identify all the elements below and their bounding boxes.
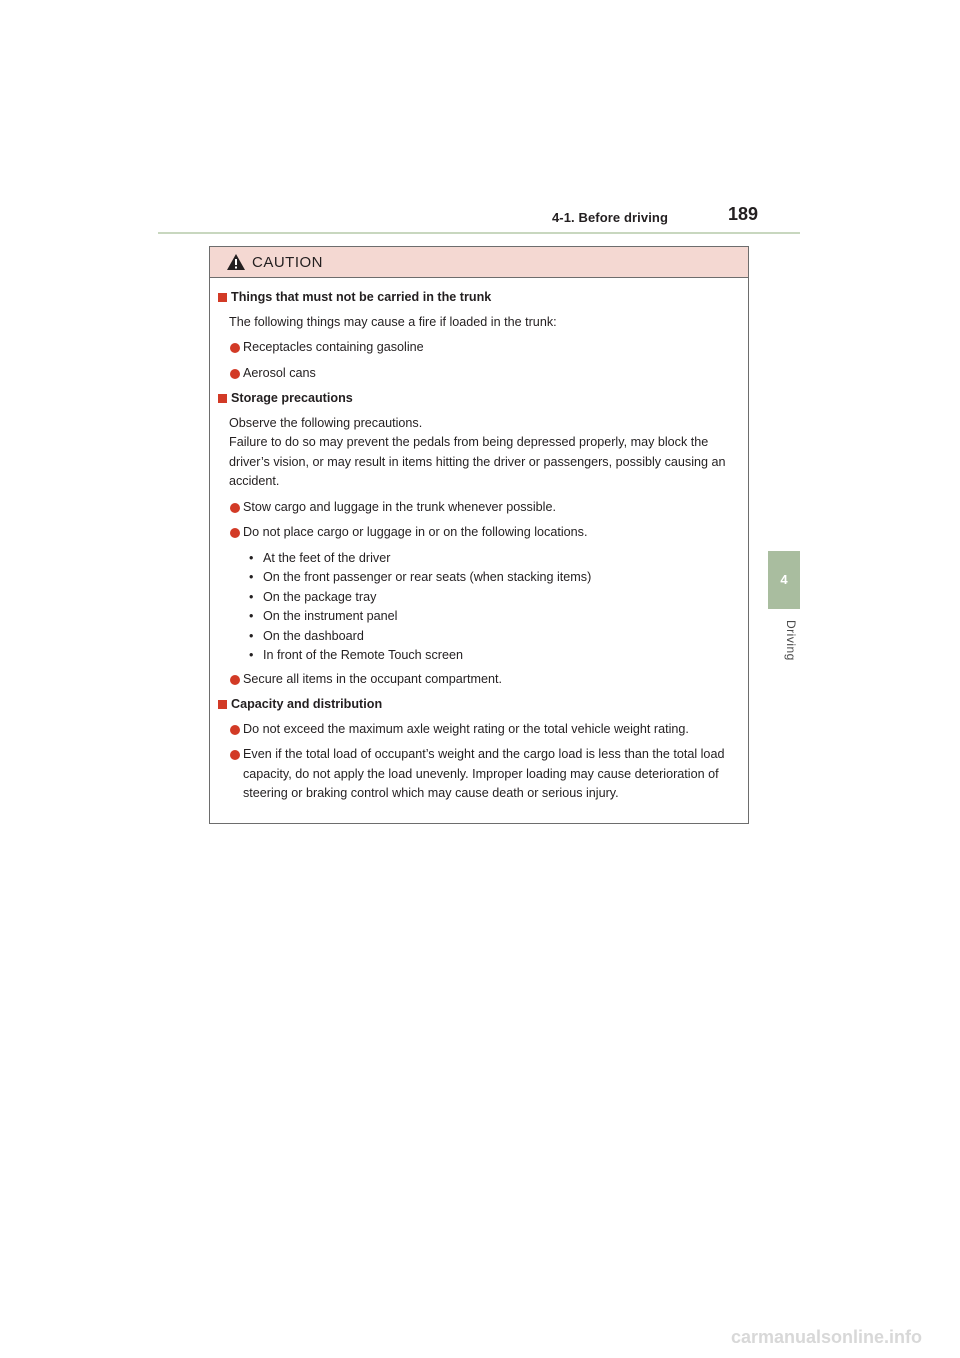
location-list: [218, 549, 740, 666]
watermark: carmanualsonline.info: [730, 1327, 922, 1347]
chapter-label: Driving: [784, 620, 798, 661]
sub-list-item-text: On the package tray: [263, 589, 377, 604]
list-item: [218, 523, 740, 543]
sub-list-item: • On the package tray: [249, 588, 740, 608]
list-item-text: Receptacles containing gasoline: [243, 340, 424, 354]
caution-body: [210, 278, 748, 804]
page-number: 189: [727, 204, 758, 224]
paragraph: The following things may cause a fire if loaded in the trunk:: [229, 314, 557, 329]
sub-list-item-text: On the dashboard: [263, 628, 364, 643]
heading-text: Capacity and distribution: [231, 697, 383, 711]
list-item-text: Aerosol cans: [243, 365, 316, 380]
caution-box: [209, 246, 749, 824]
section-heading-trunk: [218, 288, 740, 308]
section-heading-capacity: [218, 695, 740, 715]
paragraph: Observe the following precautions.: [229, 415, 423, 430]
caution-header: [210, 247, 748, 278]
list-item-text: Stow cargo and luggage in the trunk whenever possible.: [243, 499, 556, 514]
caution-title: CAUTION: [252, 253, 323, 271]
sub-list-item-text: On the front passenger or rear seats (when stacking items): [263, 570, 592, 584]
section-title: 4-1. Before driving: [551, 210, 668, 225]
list-item-text: Do not place cargo or luggage in or on the following locations.: [243, 525, 588, 539]
section-heading-storage: [218, 389, 740, 409]
circle-bullet-icon: [230, 725, 240, 735]
list-item-text: Do not exceed the maximum axle weight rating or the total vehicle weight rating.: [243, 721, 689, 736]
circle-bullet-icon: [230, 369, 240, 379]
sub-list-item: • On the front passenger or rear seats (when stacking items): [249, 568, 740, 588]
list-item: [218, 745, 740, 804]
sub-list-item: • In front of the Remote Touch screen: [249, 646, 740, 666]
list-item: [218, 364, 740, 384]
paragraph: Failure to do so may prevent the pedals from being depressed properly, may block the driver’s vision, or may result in items hitting the driver or passengers, possibly causing an accident.: [229, 435, 726, 488]
heading-text: Storage precautions: [231, 391, 353, 405]
heading-text: Things that must not be carried in the trunk: [231, 290, 492, 304]
header-rule: [158, 232, 800, 234]
list-item: [218, 670, 740, 690]
warning-triangle-icon: [226, 253, 246, 271]
list-item-text: Even if the total load of occupant’s weight and the cargo load is less than the total load capacity, do not apply the load unevenly. Improper loading may cause deterioration of steering or braking control which may cause death or serious injury.: [243, 747, 725, 800]
sub-list-item-text: In front of the Remote Touch screen: [263, 648, 463, 662]
sub-list-item: • On the dashboard: [249, 627, 740, 647]
page-header: [158, 200, 800, 234]
sub-list-item-text: At the feet of the driver: [263, 550, 391, 565]
square-bullet-icon: [218, 700, 227, 709]
circle-bullet-icon: [230, 675, 240, 685]
square-bullet-icon: [218, 293, 227, 302]
chapter-tab: 4: [768, 551, 800, 609]
circle-bullet-icon: [230, 750, 240, 760]
circle-bullet-icon: [230, 503, 240, 513]
list-item: [218, 338, 740, 358]
circle-bullet-icon: [230, 528, 240, 538]
square-bullet-icon: [218, 394, 227, 403]
sub-list-item-text: On the instrument panel: [263, 609, 398, 623]
circle-bullet-icon: [230, 343, 240, 353]
list-item: [218, 498, 740, 518]
sub-list-item: • On the instrument panel: [249, 607, 740, 627]
sub-list-item: • At the feet of the driver: [249, 549, 740, 569]
list-item: [218, 720, 740, 740]
list-item-text: Secure all items in the occupant compartment.: [243, 671, 502, 686]
